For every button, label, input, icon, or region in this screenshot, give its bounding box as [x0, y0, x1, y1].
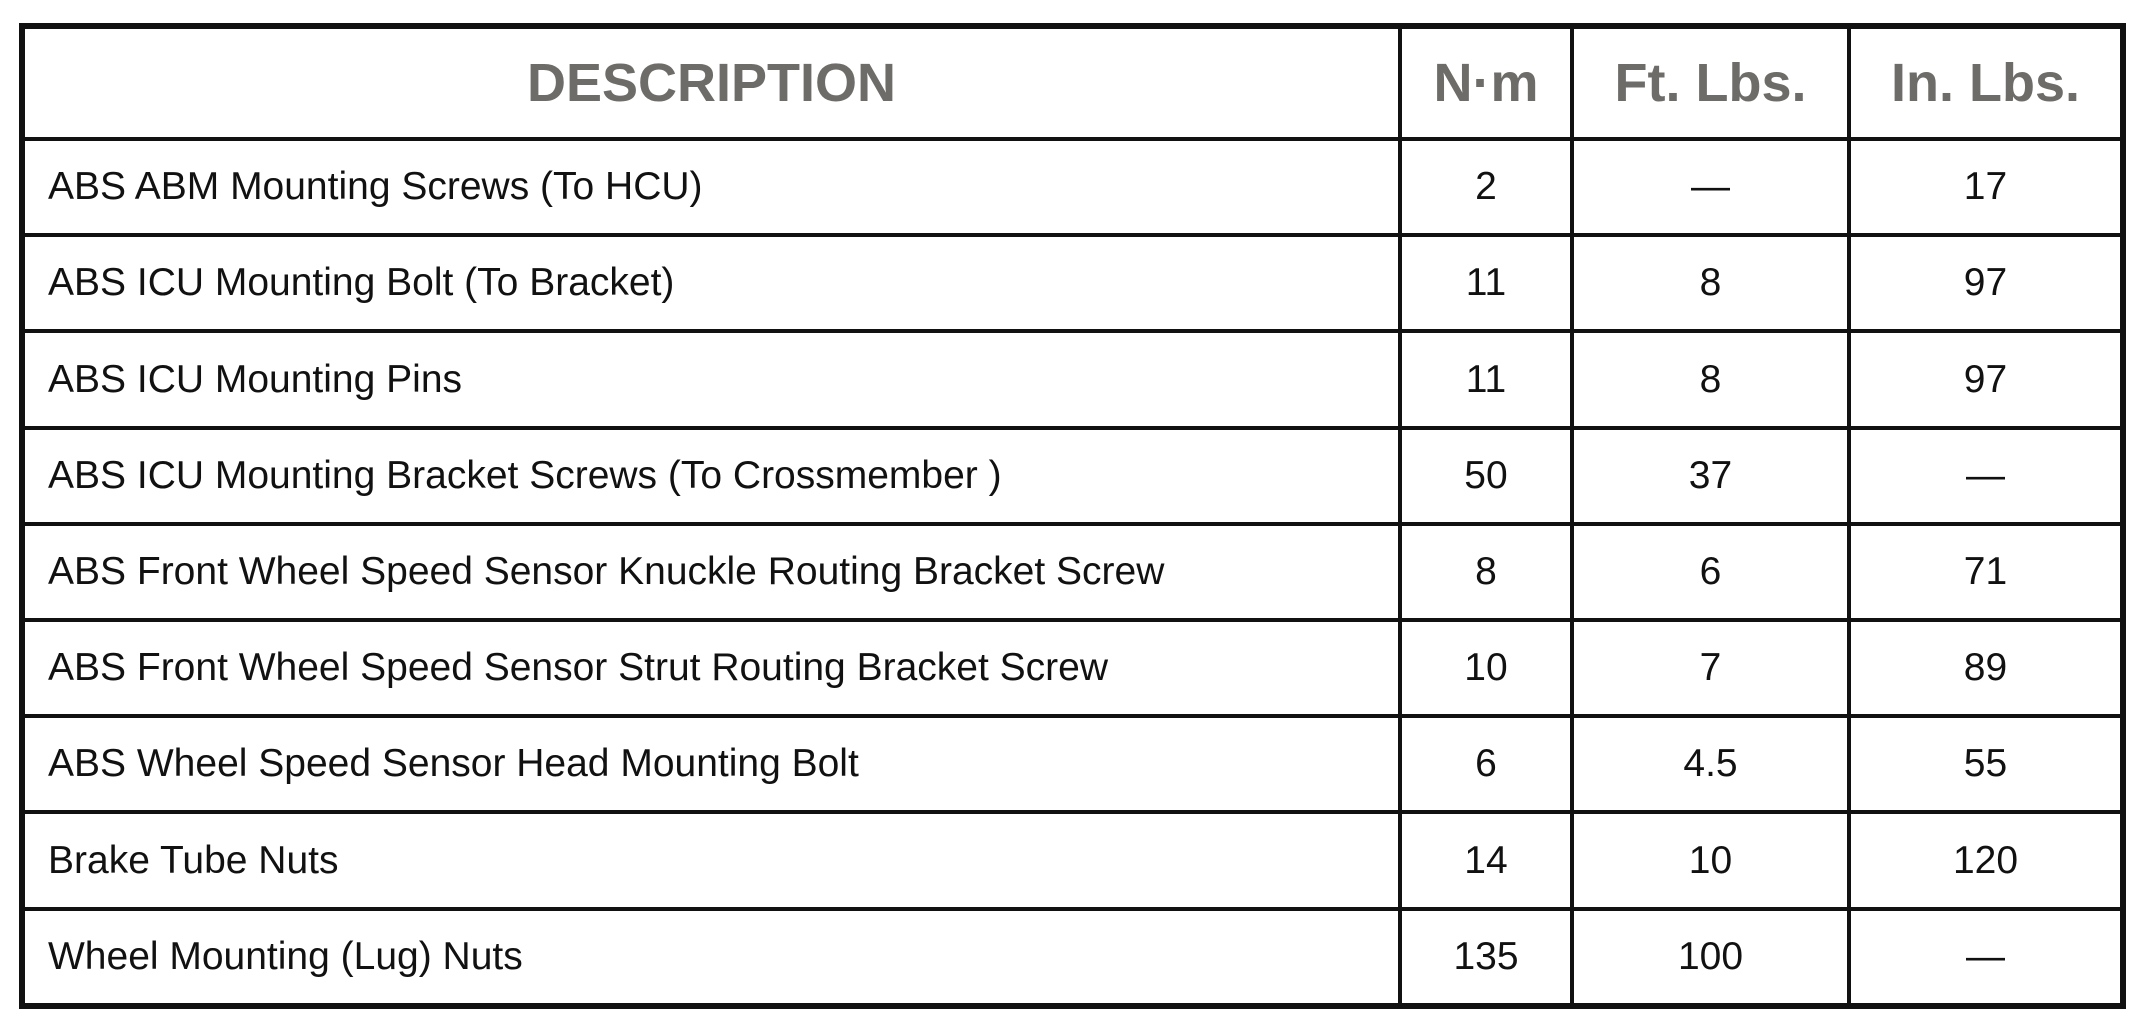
- cell-inch-pounds: 55: [1849, 716, 2123, 812]
- cell-inch-pounds: 97: [1849, 235, 2123, 331]
- cell-newton-meters: 50: [1400, 428, 1572, 524]
- cell-description: ABS ICU Mounting Pins: [22, 331, 1400, 427]
- cell-inch-pounds: 89: [1849, 620, 2123, 716]
- header-row: [22, 26, 2123, 139]
- cell-inch-pounds: 97: [1849, 331, 2123, 427]
- cell-inch-pounds: —: [1849, 909, 2123, 1006]
- cell-newton-meters: 11: [1400, 235, 1572, 331]
- cell-inch-pounds: —: [1849, 428, 2123, 524]
- cell-newton-meters: 8: [1400, 524, 1572, 620]
- cell-inch-pounds: 71: [1849, 524, 2123, 620]
- cell-description: Brake Tube Nuts: [22, 812, 1400, 908]
- cell-foot-pounds: 7: [1572, 620, 1849, 716]
- cell-foot-pounds: 100: [1572, 909, 1849, 1006]
- torque-spec-table: [19, 23, 2126, 1009]
- cell-description: ABS Front Wheel Speed Sensor Strut Routing Bracket Screw: [22, 620, 1400, 716]
- cell-description: ABS ABM Mounting Screws (To HCU): [22, 139, 1400, 235]
- cell-foot-pounds: 8: [1572, 235, 1849, 331]
- cell-foot-pounds: 6: [1572, 524, 1849, 620]
- cell-description: ABS Front Wheel Speed Sensor Knuckle Routing Bracket Screw: [22, 524, 1400, 620]
- cell-description: Wheel Mounting (Lug) Nuts: [22, 909, 1400, 1006]
- table-row: [22, 716, 2123, 812]
- cell-description: ABS Wheel Speed Sensor Head Mounting Bolt: [22, 716, 1400, 812]
- header-foot-pounds: Ft. Lbs.: [1572, 26, 1849, 139]
- cell-newton-meters: 2: [1400, 139, 1572, 235]
- cell-inch-pounds: 17: [1849, 139, 2123, 235]
- table-row: [22, 909, 2123, 1006]
- cell-foot-pounds: —: [1572, 139, 1849, 235]
- table-row: [22, 331, 2123, 427]
- cell-inch-pounds: 120: [1849, 812, 2123, 908]
- cell-newton-meters: 10: [1400, 620, 1572, 716]
- cell-foot-pounds: 37: [1572, 428, 1849, 524]
- table-row: [22, 812, 2123, 908]
- cell-foot-pounds: 4.5: [1572, 716, 1849, 812]
- table-row: [22, 139, 2123, 235]
- table-row: [22, 428, 2123, 524]
- cell-newton-meters: 135: [1400, 909, 1572, 1006]
- table-row: [22, 620, 2123, 716]
- cell-newton-meters: 6: [1400, 716, 1572, 812]
- header-inch-pounds: In. Lbs.: [1849, 26, 2123, 139]
- table-body: [22, 139, 2123, 1006]
- cell-foot-pounds: 8: [1572, 331, 1849, 427]
- table-row: [22, 235, 2123, 331]
- table-header: [22, 26, 2123, 139]
- header-newton-meters: N·m: [1400, 26, 1572, 139]
- cell-foot-pounds: 10: [1572, 812, 1849, 908]
- header-description: DESCRIPTION: [22, 26, 1400, 139]
- cell-description: ABS ICU Mounting Bolt (To Bracket): [22, 235, 1400, 331]
- table-row: [22, 524, 2123, 620]
- cell-description: ABS ICU Mounting Bracket Screws (To Crossmember ): [22, 428, 1400, 524]
- cell-newton-meters: 14: [1400, 812, 1572, 908]
- cell-newton-meters: 11: [1400, 331, 1572, 427]
